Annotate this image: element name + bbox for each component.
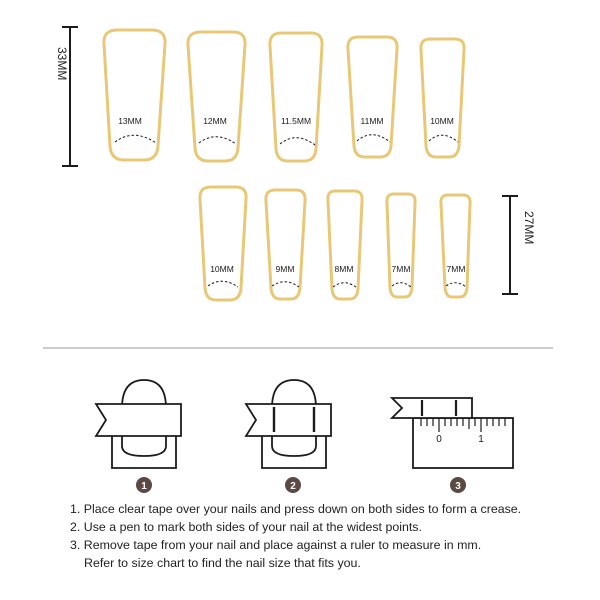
nail-size-label: 13MM — [118, 116, 142, 126]
height-bar-bottom — [502, 196, 536, 294]
tape-strip — [246, 404, 331, 436]
instruction-note: Refer to size chart to find the nail size that fits you. — [84, 556, 361, 570]
nail-size-label: 10MM — [210, 264, 234, 274]
nail-tip-8mm — [328, 191, 362, 299]
instruction-step-2: 2. Use a pen to mark both sides of your nail at the widest points. — [70, 520, 422, 534]
ruler-label-1: 1 — [478, 434, 484, 445]
nail-size-label: 9MM — [275, 264, 295, 274]
tape-strip — [96, 404, 181, 436]
nail-tip-7mm-a — [387, 194, 415, 297]
step-number: 3 — [455, 481, 461, 492]
step-2-badge — [285, 477, 301, 493]
step-1-illustration — [96, 380, 181, 468]
step-3-badge — [450, 477, 466, 493]
step-3-illustration — [392, 398, 513, 468]
ruler-label-0: 0 — [436, 434, 442, 445]
tape-strip — [392, 398, 472, 418]
step-1-badge — [136, 477, 152, 493]
step-number: 2 — [290, 481, 296, 492]
nail-tip-10mm — [421, 39, 464, 157]
nail-tip-12mm — [188, 32, 245, 161]
nail-size-label: 8MM — [334, 264, 354, 274]
top-row-length-label: 33MM — [55, 47, 69, 81]
instruction-step-3: 3. Remove tape from your nail and place against a ruler to measure in mm. — [70, 538, 482, 552]
nail-tip-13mm — [104, 30, 165, 160]
nail-tip-11mm — [348, 37, 397, 157]
step-2-illustration — [246, 380, 331, 468]
nail-size-label: 10MM — [430, 116, 454, 126]
nail-tip-9mm — [266, 190, 305, 299]
nail-tip-10mm-short — [200, 187, 246, 300]
instruction-step-1: 1. Place clear tape over your nails and press down on both sides to form a crease. — [70, 502, 522, 516]
nail-tip-11-5mm — [270, 33, 322, 161]
nail-tip-7mm-b — [441, 195, 470, 297]
nail-size-label: 11MM — [360, 116, 384, 126]
nail-size-label: 7MM — [446, 264, 466, 274]
nail-size-label: 11.5MM — [280, 116, 312, 126]
nail-size-label: 7MM — [391, 264, 411, 274]
nail-size-label: 12MM — [203, 116, 227, 126]
height-bar-top — [55, 27, 78, 166]
step-number: 1 — [141, 481, 147, 492]
instructions-list — [70, 500, 590, 572]
bottom-row-length-label: 27MM — [522, 211, 536, 245]
